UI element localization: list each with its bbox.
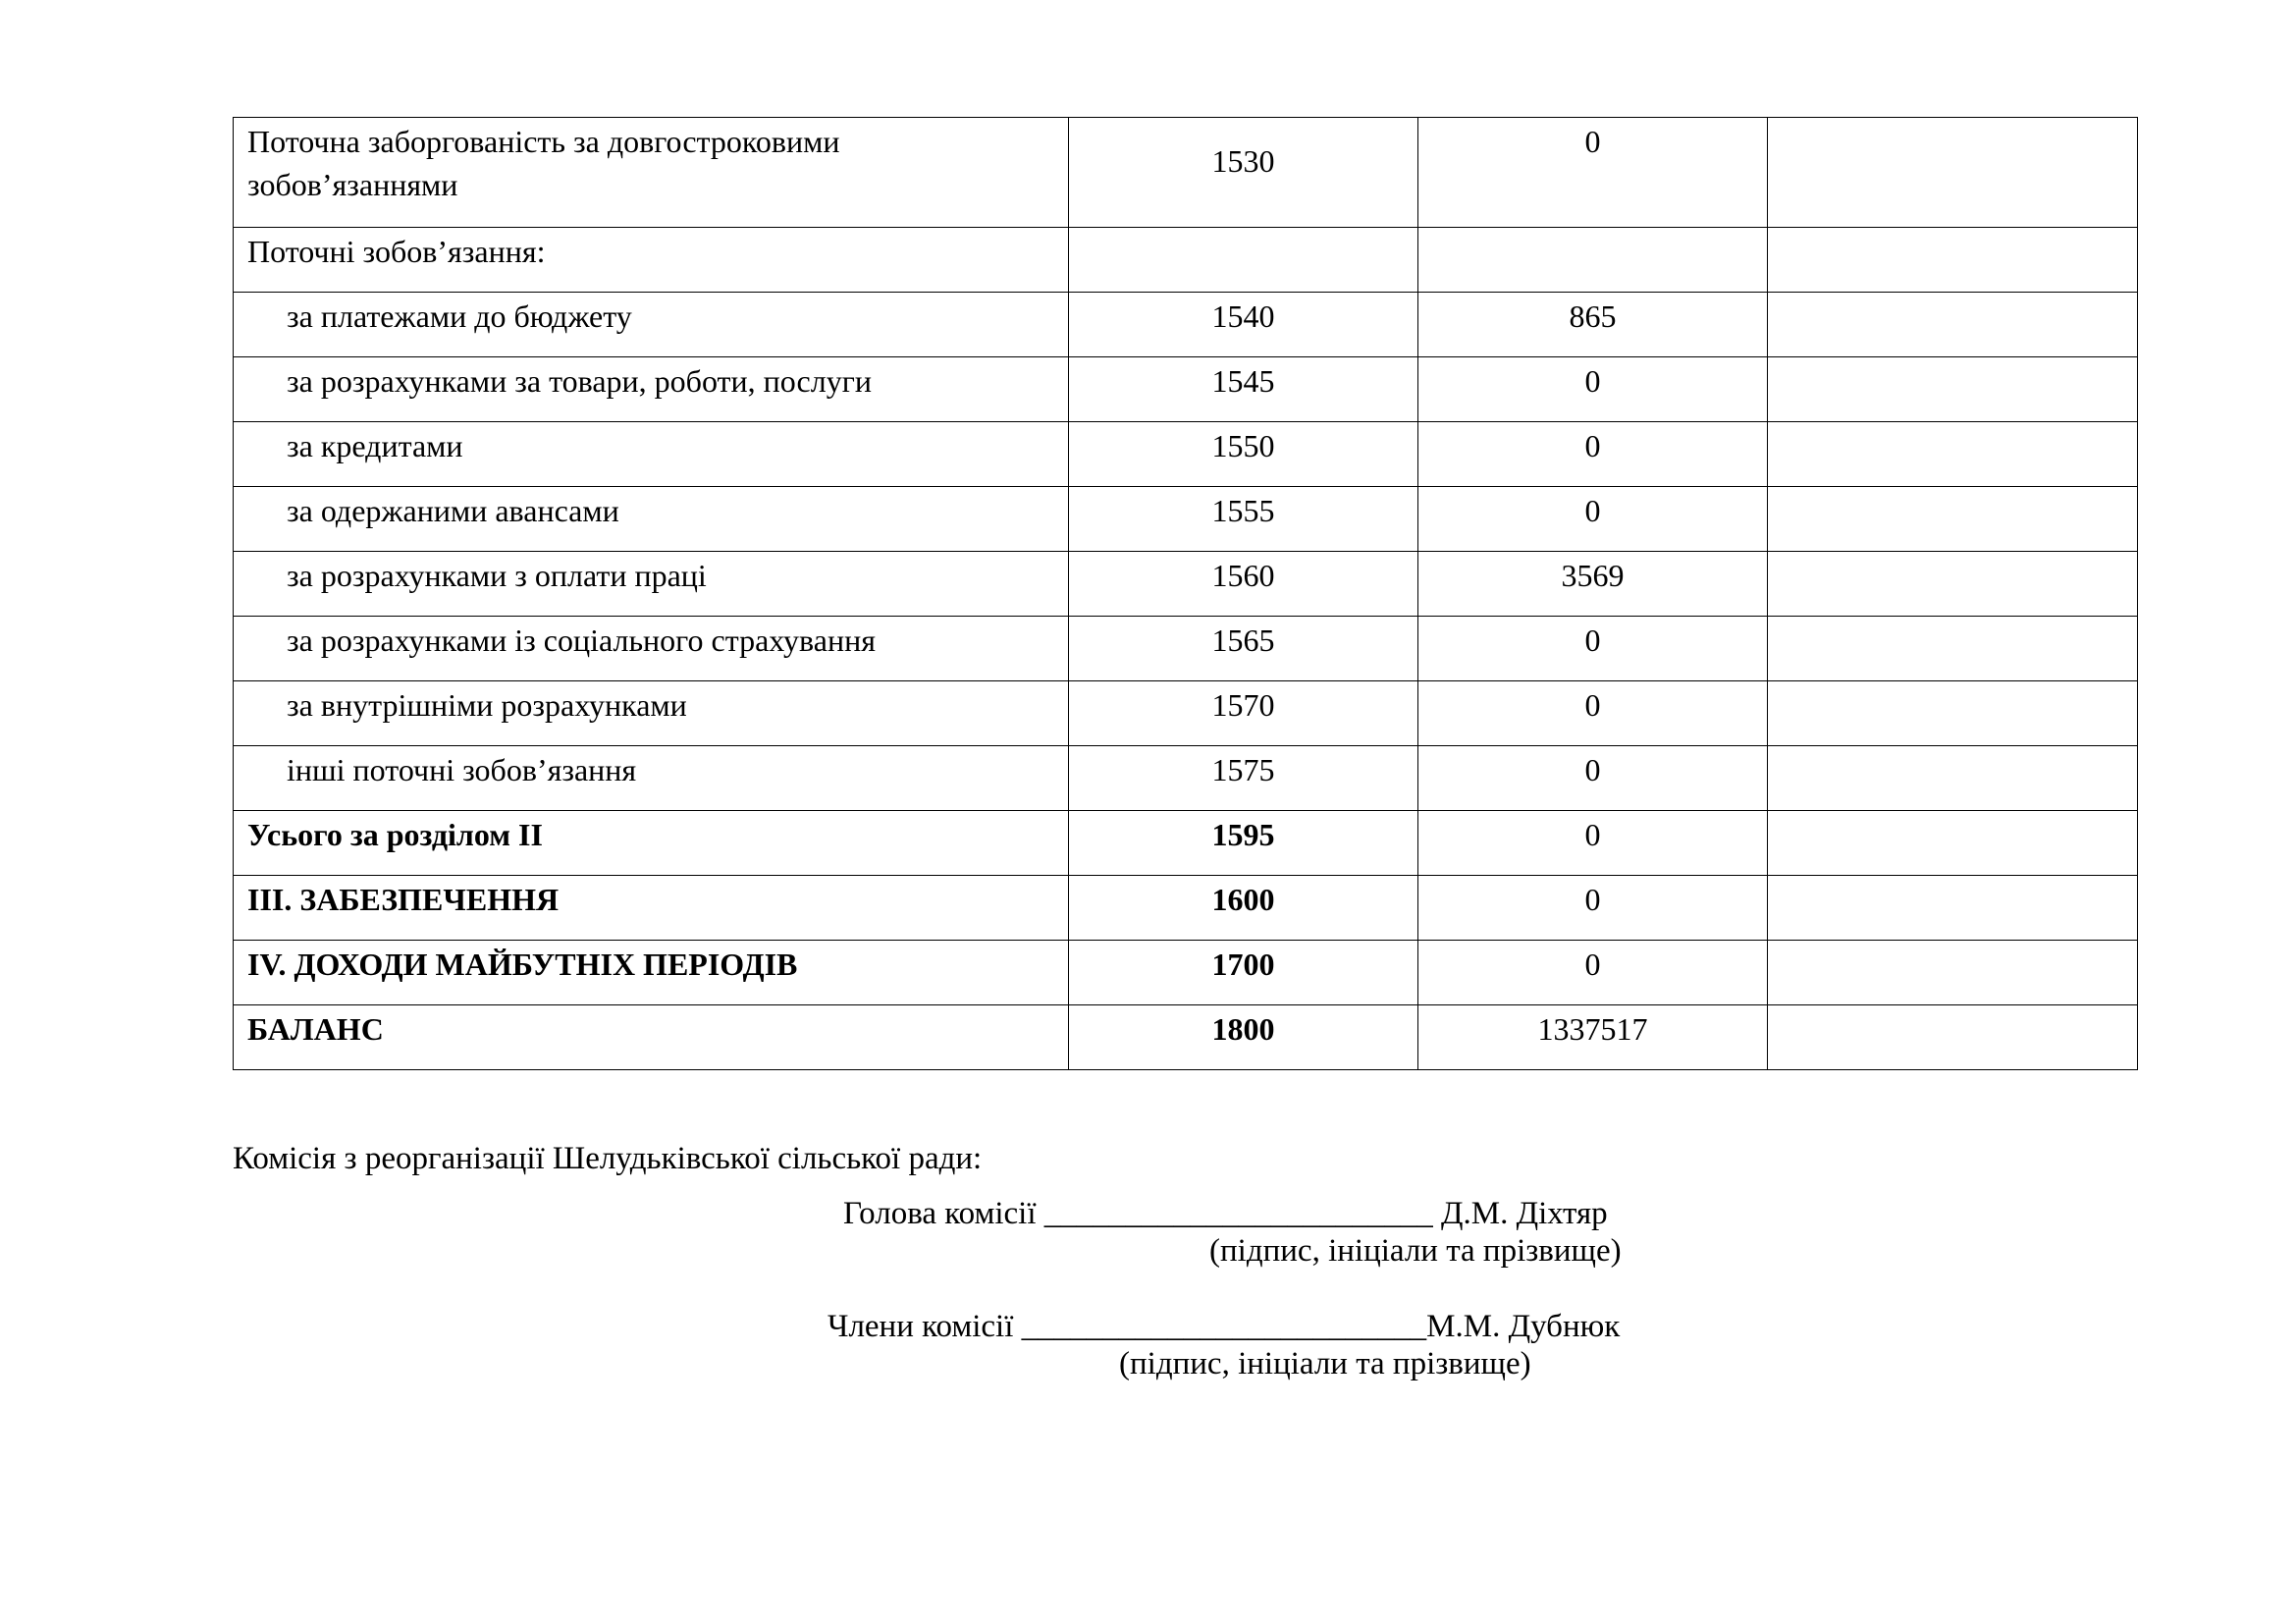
table-row: [234, 746, 2138, 811]
row-end-value-cell: [1768, 228, 2138, 293]
row-code-cell: [1069, 228, 1418, 293]
row-code-cell: 1555: [1069, 487, 1418, 552]
table-row: [234, 293, 2138, 357]
member-signature-caption: (підпис, ініціали та прізвище): [1119, 1346, 1531, 1381]
row-begin-value-cell: 0: [1418, 681, 1768, 746]
row-code-cell: 1550: [1069, 422, 1418, 487]
row-end-value-cell: [1768, 681, 2138, 746]
row-end-value-cell: [1768, 487, 2138, 552]
row-name-cell: БАЛАНС: [234, 1005, 1069, 1070]
row-name-cell: за розрахунками за товари, роботи, послуги: [234, 357, 1069, 422]
row-name-cell: інші поточні зобов’язання: [234, 746, 1069, 811]
row-name-cell: за розрахунками з оплати праці: [234, 552, 1069, 617]
row-code-cell: 1565: [1069, 617, 1418, 681]
row-end-value-cell: [1768, 1005, 2138, 1070]
commission-title: Комісія з реорганізації Шелудьківської сільської ради:: [233, 1141, 983, 1176]
table-row: [234, 118, 2138, 228]
row-name-cell: IV. ДОХОДИ МАЙБУТНІХ ПЕРІОДІВ: [234, 941, 1069, 1005]
table-row: [234, 357, 2138, 422]
row-name-cell: за одержаними авансами: [234, 487, 1069, 552]
row-begin-value-cell: 0: [1418, 422, 1768, 487]
table-row: [234, 228, 2138, 293]
row-end-value-cell: [1768, 941, 2138, 1005]
row-begin-value-cell: 0: [1418, 487, 1768, 552]
row-end-value-cell: [1768, 552, 2138, 617]
row-name-cell: за кредитами: [234, 422, 1069, 487]
row-begin-value-cell: 1337517: [1418, 1005, 1768, 1070]
head-signature-line: Голова комісії ________________________ Д.М. Діхтяр: [843, 1196, 1608, 1231]
row-code-cell: 1700: [1069, 941, 1418, 1005]
row-begin-value-cell: 0: [1418, 617, 1768, 681]
table-row: [234, 1005, 2138, 1070]
row-begin-value-cell: 0: [1418, 941, 1768, 1005]
row-code-cell: 1570: [1069, 681, 1418, 746]
row-begin-value-cell: 0: [1418, 876, 1768, 941]
balance-table: [233, 117, 2138, 1070]
table-row: [234, 876, 2138, 941]
row-name-cell: Поточні зобов’язання:: [234, 228, 1069, 293]
table-row: [234, 617, 2138, 681]
row-code-cell: 1545: [1069, 357, 1418, 422]
row-code-cell: 1575: [1069, 746, 1418, 811]
table-row: [234, 487, 2138, 552]
row-code-cell: 1530: [1069, 118, 1418, 228]
row-name-cell: за розрахунками із соціального страхування: [234, 617, 1069, 681]
row-begin-value-cell: 0: [1418, 811, 1768, 876]
table-row: [234, 681, 2138, 746]
row-end-value-cell: [1768, 422, 2138, 487]
row-end-value-cell: [1768, 746, 2138, 811]
table-row: [234, 941, 2138, 1005]
row-name-cell: III. ЗАБЕЗПЕЧЕННЯ: [234, 876, 1069, 941]
row-end-value-cell: [1768, 118, 2138, 228]
table-row: [234, 552, 2138, 617]
row-end-value-cell: [1768, 293, 2138, 357]
row-end-value-cell: [1768, 357, 2138, 422]
row-begin-value-cell: 865: [1418, 293, 1768, 357]
row-begin-value-cell: 0: [1418, 746, 1768, 811]
row-code-cell: 1800: [1069, 1005, 1418, 1070]
row-name-cell: за внутрішніми розрахунками: [234, 681, 1069, 746]
row-end-value-cell: [1768, 617, 2138, 681]
row-name-cell: Поточна заборгованість за довгостроковими зобов’язаннями: [234, 118, 1069, 228]
table-row: [234, 811, 2138, 876]
row-begin-value-cell: 3569: [1418, 552, 1768, 617]
row-begin-value-cell: 0: [1418, 118, 1768, 228]
row-code-cell: 1560: [1069, 552, 1418, 617]
row-name-cell: Усього за розділом II: [234, 811, 1069, 876]
table-row: [234, 422, 2138, 487]
head-signature-caption: (підпис, ініціали та прізвище): [1209, 1233, 1622, 1269]
row-name-cell: за платежами до бюджету: [234, 293, 1069, 357]
row-code-cell: 1540: [1069, 293, 1418, 357]
row-end-value-cell: [1768, 876, 2138, 941]
row-code-cell: 1600: [1069, 876, 1418, 941]
row-begin-value-cell: [1418, 228, 1768, 293]
row-end-value-cell: [1768, 811, 2138, 876]
row-begin-value-cell: 0: [1418, 357, 1768, 422]
balance-table-body: [234, 118, 2138, 1070]
row-code-cell: 1595: [1069, 811, 1418, 876]
member-signature-line: Члени комісії _________________________М.М. Дубнюк: [828, 1309, 1621, 1344]
